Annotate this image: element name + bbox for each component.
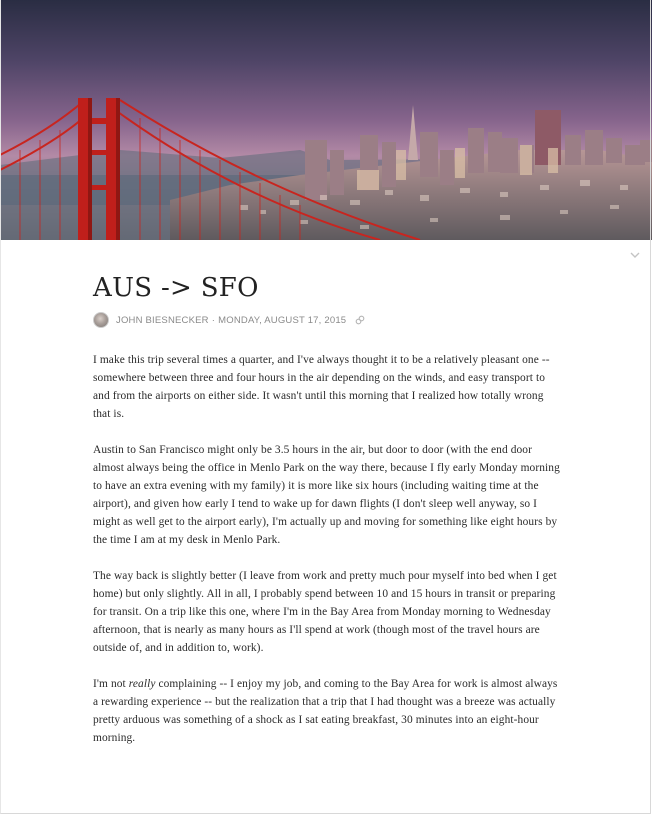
paragraph: The way back is slightly better (I leave from work and pretty much pour myself into bed when I get home) but only slightly. All in all, I probably spend between 10 and 15 hours in transit or preparing for transit. On a trip like this one, where I'm in the Bay Area from Monday morning to Wednesday afternoon, that is nearly as many hours as I'll spend at work (though most of the travel hours are outside of, and in addition to, work). (93, 570, 557, 654)
paragraph: I make this trip several times a quarter, and I've always thought it to be a relatively pleasant one -- somewhere between three and four hours in the air depending on the winds, and easy transport to and from the airports on either side. It wasn't until this morning that I realized how totally wrong that is. (93, 354, 550, 420)
paragraph: Austin to San Francisco might only be 3.5 hours in the air, but door to door (with the end door almost always being the office in Menlo Park on the way there, because I fly early Monday morning to have an extra evening with my family) it is more like six hours (including waiting time at the airport), and given how early I tend to wake up for dawn flights (I don't sleep well anyway, so I might as well get to the airport early), I'm actually up and moving for something like eight hours by the time I am at my desk in Menlo Park. (93, 444, 560, 546)
paragraph (93, 675, 563, 747)
paragraph-lead: I'm not (93, 678, 129, 690)
publish-date[interactable]: MONDAY, AUGUST 17, 2015 (218, 314, 347, 326)
emphasis-text: really (128, 678, 156, 690)
article-body (93, 351, 563, 747)
link-icon[interactable] (355, 315, 365, 325)
author-avatar[interactable] (93, 312, 109, 328)
paragraph-rest: complaining -- I enjoy my job, and coming to the Bay Area for work is almost always a rewarding experience -- but the realization that a trip that I had thought was a breeze was actually pretty arduous was something of a shock as I sat eating breakfast, 30 minutes into an eight-hour morning. (93, 678, 558, 744)
hero-image (0, 0, 652, 240)
meta-separator: · (211, 314, 216, 326)
author-name[interactable]: JOHN BIESNECKER (116, 314, 209, 326)
skyline-illustration (0, 0, 652, 240)
chevron-down-icon[interactable] (628, 248, 642, 262)
article (93, 270, 563, 765)
article-title: AUS -> SFO (93, 273, 259, 303)
article-meta (93, 311, 563, 329)
